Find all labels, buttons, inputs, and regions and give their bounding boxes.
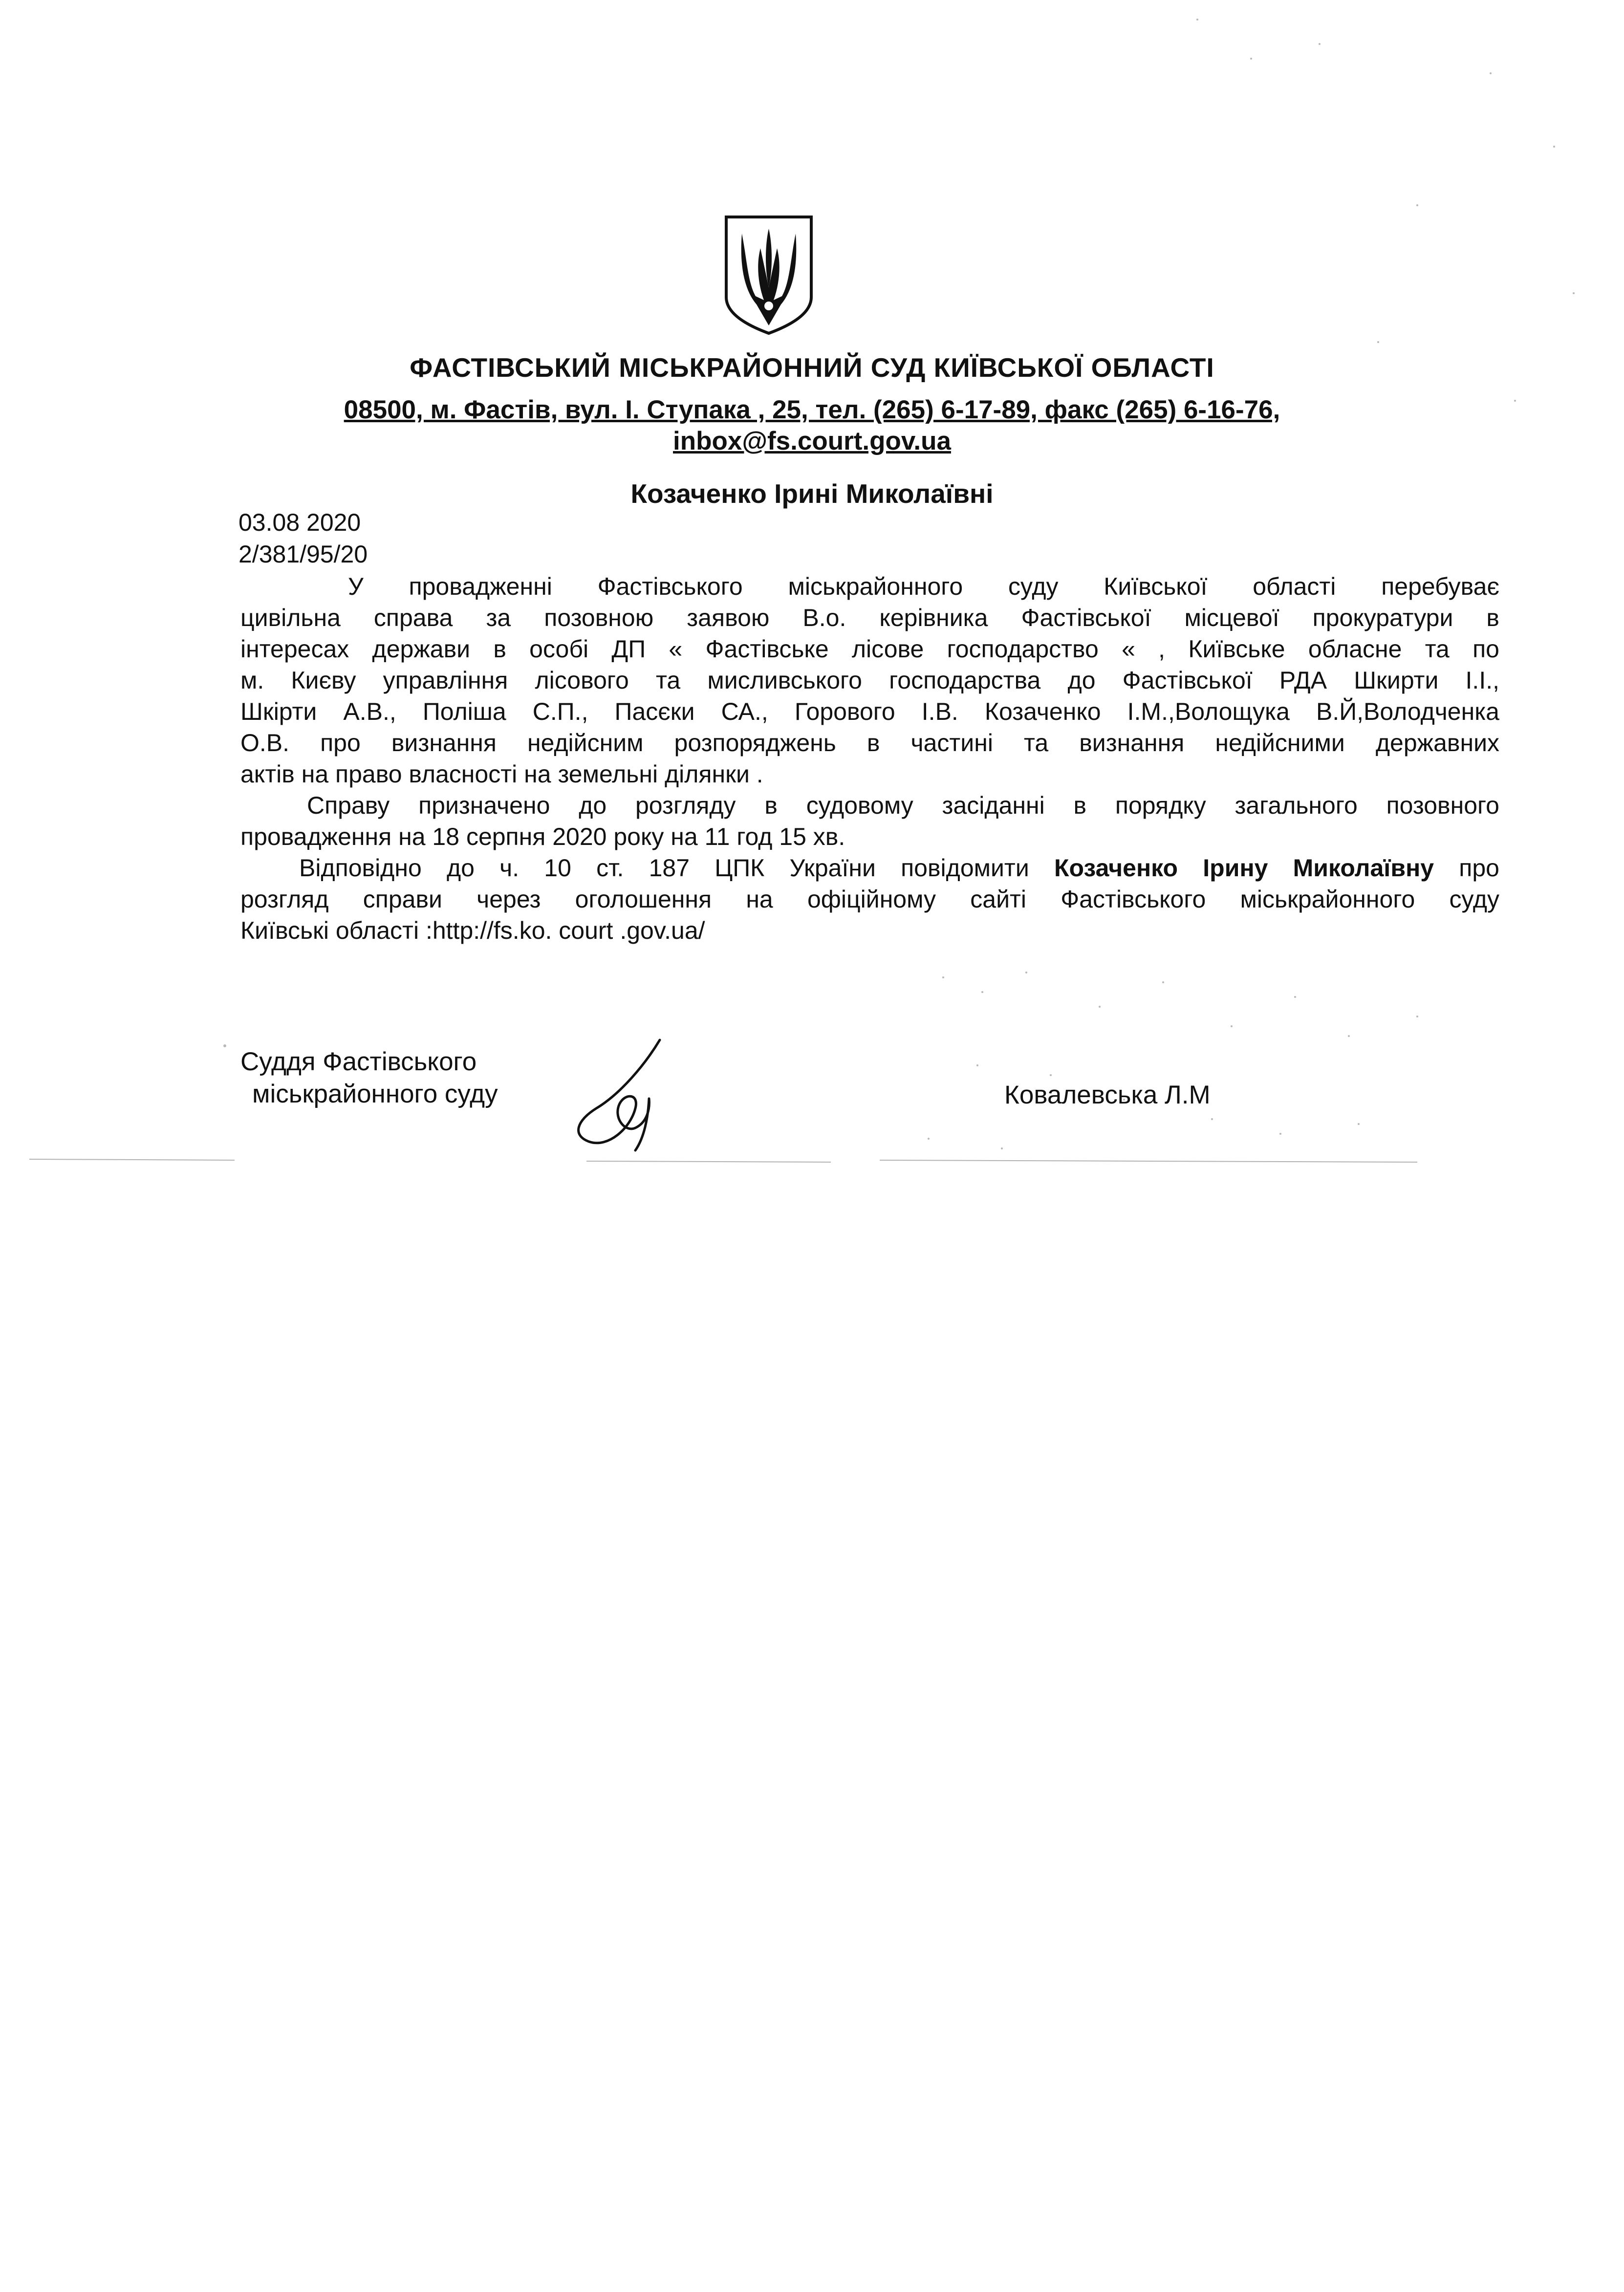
judge-name: Ковалевська Л.М [1004,1081,1211,1109]
case-number: 2/381/95/20 [238,541,368,568]
judge-title-line: міськрайонного суду [252,1080,498,1108]
body-line: О.В. про визнання недійсним розпоряджень в частині та визнання недійсними державних [240,729,1499,757]
addressee-name: Козаченко Ірині Миколаївні [630,478,994,509]
document-date: 03.08 2020 [238,509,361,536]
addressee-name-inline: Козаченко Ірину Миколаївну [1054,854,1434,882]
body-line: цивільна справа за позовною заявою В.о. керівника Фастівської місцевої прокуратури в [240,604,1499,631]
court-email-link[interactable]: inbox@fs.court.gov.ua [673,427,951,455]
body-text: про [1434,854,1499,882]
body-line: інтересах держави в особі ДП « Фастівське лісове господарство « , Київське обласне та по [240,635,1499,663]
body-text: Відповідно до ч. 10 ст. 187 ЦПК України повідомити [299,854,1054,882]
body-line: Київські області :http://fs.ko. court .gov.ua/ [240,917,705,944]
body-line: провадження на 18 серпня 2020 року на 11 год 15 хв. [240,823,845,850]
judge-title-line: Суддя Фастівського [240,1047,477,1076]
judge-title [240,1046,498,1110]
body-line: Справу призначено до розгляду в судовому засіданні в порядку загального позовного [307,792,1499,819]
court-address: 08500, м. Фастів, вул. І. Ступака , 25, тел. (265) 6-17-89, факс (265) 6-16-76, [344,395,1280,424]
body-line: Шкірти А.В., Поліша С.П., Пасєки СА., Горового І.В. Козаченко І.М.,Волощука В.Й,Володченка [240,698,1499,725]
handwritten-signature [562,1035,694,1152]
court-name: ФАСТІВСЬКИЙ МІСЬКРАЙОННИЙ СУД КИЇВСЬКОЇ ОБЛАСТІ [410,352,1214,383]
body-line [240,852,1499,884]
body-line: У провадженні Фастівського міськрайонного суду Київської області перебуває [348,573,1499,600]
body-line: актів на право власності на земельні ділянки . [240,760,763,788]
body-line: розгляд справи через оголошення на офіційному сайті Фастівського міськрайонного суду [240,886,1499,913]
body-line: м. Києву управління лісового та мисливського господарства до Фастівської РДА Шкирти І.І., [240,667,1499,694]
notice-body [240,571,1499,946]
ukraine-trident-icon [722,214,815,336]
